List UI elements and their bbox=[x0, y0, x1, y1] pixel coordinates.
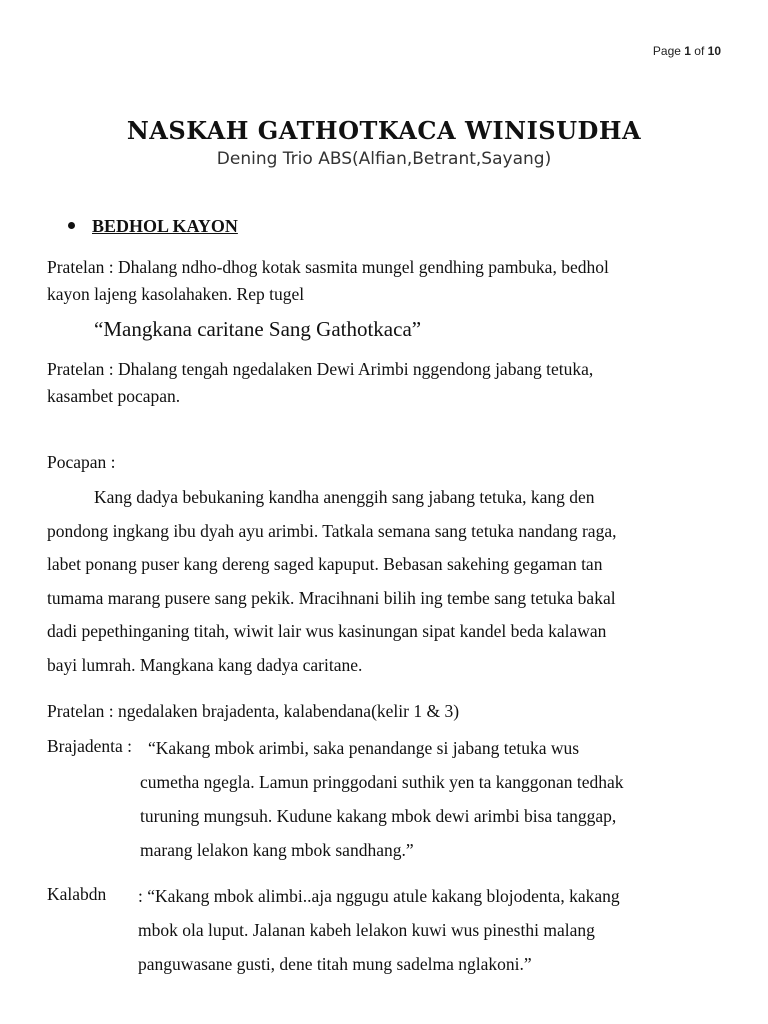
pratelan-1-line: Pratelan : Dhalang ndho-dhog kotak sasmita mungel gendhing pambuka, bedhol bbox=[47, 257, 609, 277]
pocapan-line: Kang dadya bebukaning kandha anenggih sang jabang tetuka, kang den bbox=[94, 487, 595, 507]
page-number: Page 1 of 10 bbox=[652, 44, 721, 58]
bullet-icon bbox=[68, 222, 75, 229]
section-heading bbox=[68, 216, 238, 237]
document-subtitle: Dening Trio ABS(Alfian,Betrant,Sayang) bbox=[216, 149, 552, 169]
pocapan-line: pondong ingkang ibu dyah ayu arimbi. Tatkala semana sang tetuka nandang raga, bbox=[47, 520, 617, 541]
dialog-line: “Kakang mbok arimbi, saka penandange si jabang tetuka wus bbox=[148, 738, 580, 758]
pratelan-1 bbox=[47, 254, 727, 308]
pratelan-1-line: kayon lajeng kasolahaken. Rep tugel bbox=[47, 284, 305, 304]
pocapan-line: bayi lumrah. Mangkana kang dadya caritane. bbox=[47, 654, 363, 675]
pocapan-line: tumama marang pusere sang pekik. Mracihnani bilih ing tembe sang tetuka bakal bbox=[47, 587, 616, 608]
dialog-line: : “Kakang mbok alimbi..aja nggugu atule kakang blojodenta, kakang bbox=[138, 886, 620, 906]
document-title: NASKAH GATHOTKACA WINISUDHA bbox=[126, 116, 642, 145]
section-heading-text: BEDHOL KAYON bbox=[92, 216, 238, 236]
dialog-line: mbok ola luput. Jalanan kabeh lelakon kuwi wus pinesthi malang bbox=[138, 920, 595, 940]
dialog-line: marang lelakon kang mbok sandhang.” bbox=[140, 840, 414, 860]
pratelan-2-line: kasambet pocapan. bbox=[47, 386, 181, 406]
dialog-line: cumetha ngegla. Lamun pringgodani suthik yen ta kanggonan tedhak bbox=[140, 772, 624, 792]
dialog-kalabendana-text bbox=[138, 879, 738, 981]
speaker-brajadenta: Brajadenta : bbox=[47, 736, 133, 756]
dialog-line: panguwasane gusti, dene titah mung sadelma nglakoni.” bbox=[138, 954, 532, 974]
pratelan-3: Pratelan : ngedalaken brajadenta, kalabendana(kelir 1 & 3) bbox=[47, 701, 460, 721]
pocapan-label: Pocapan : bbox=[47, 452, 116, 472]
dialog-brajadenta-text bbox=[140, 731, 740, 867]
opening-quote: “Mangkana caritane Sang Gathotkaca” bbox=[94, 317, 422, 341]
pratelan-2 bbox=[47, 356, 727, 410]
dialog-line: turuning mungsuh. Kudune kakang mbok dewi arimbi bisa tanggap, bbox=[140, 806, 617, 826]
pocapan-line: dadi pepethinganing titah, wiwit lair wus kasinungan sipat kandel beda kalawan bbox=[47, 621, 607, 641]
pratelan-2-line: Pratelan : Dhalang tengah ngedalaken Dewi Arimbi nggendong jabang tetuka, bbox=[47, 359, 594, 379]
pocapan-paragraph bbox=[47, 481, 727, 682]
speaker-kalabendana: Kalabdn bbox=[47, 884, 107, 904]
pocapan-line: labet ponang puser kang dereng saged kapuput. Bebasan sakehing gegaman tan bbox=[47, 554, 603, 574]
